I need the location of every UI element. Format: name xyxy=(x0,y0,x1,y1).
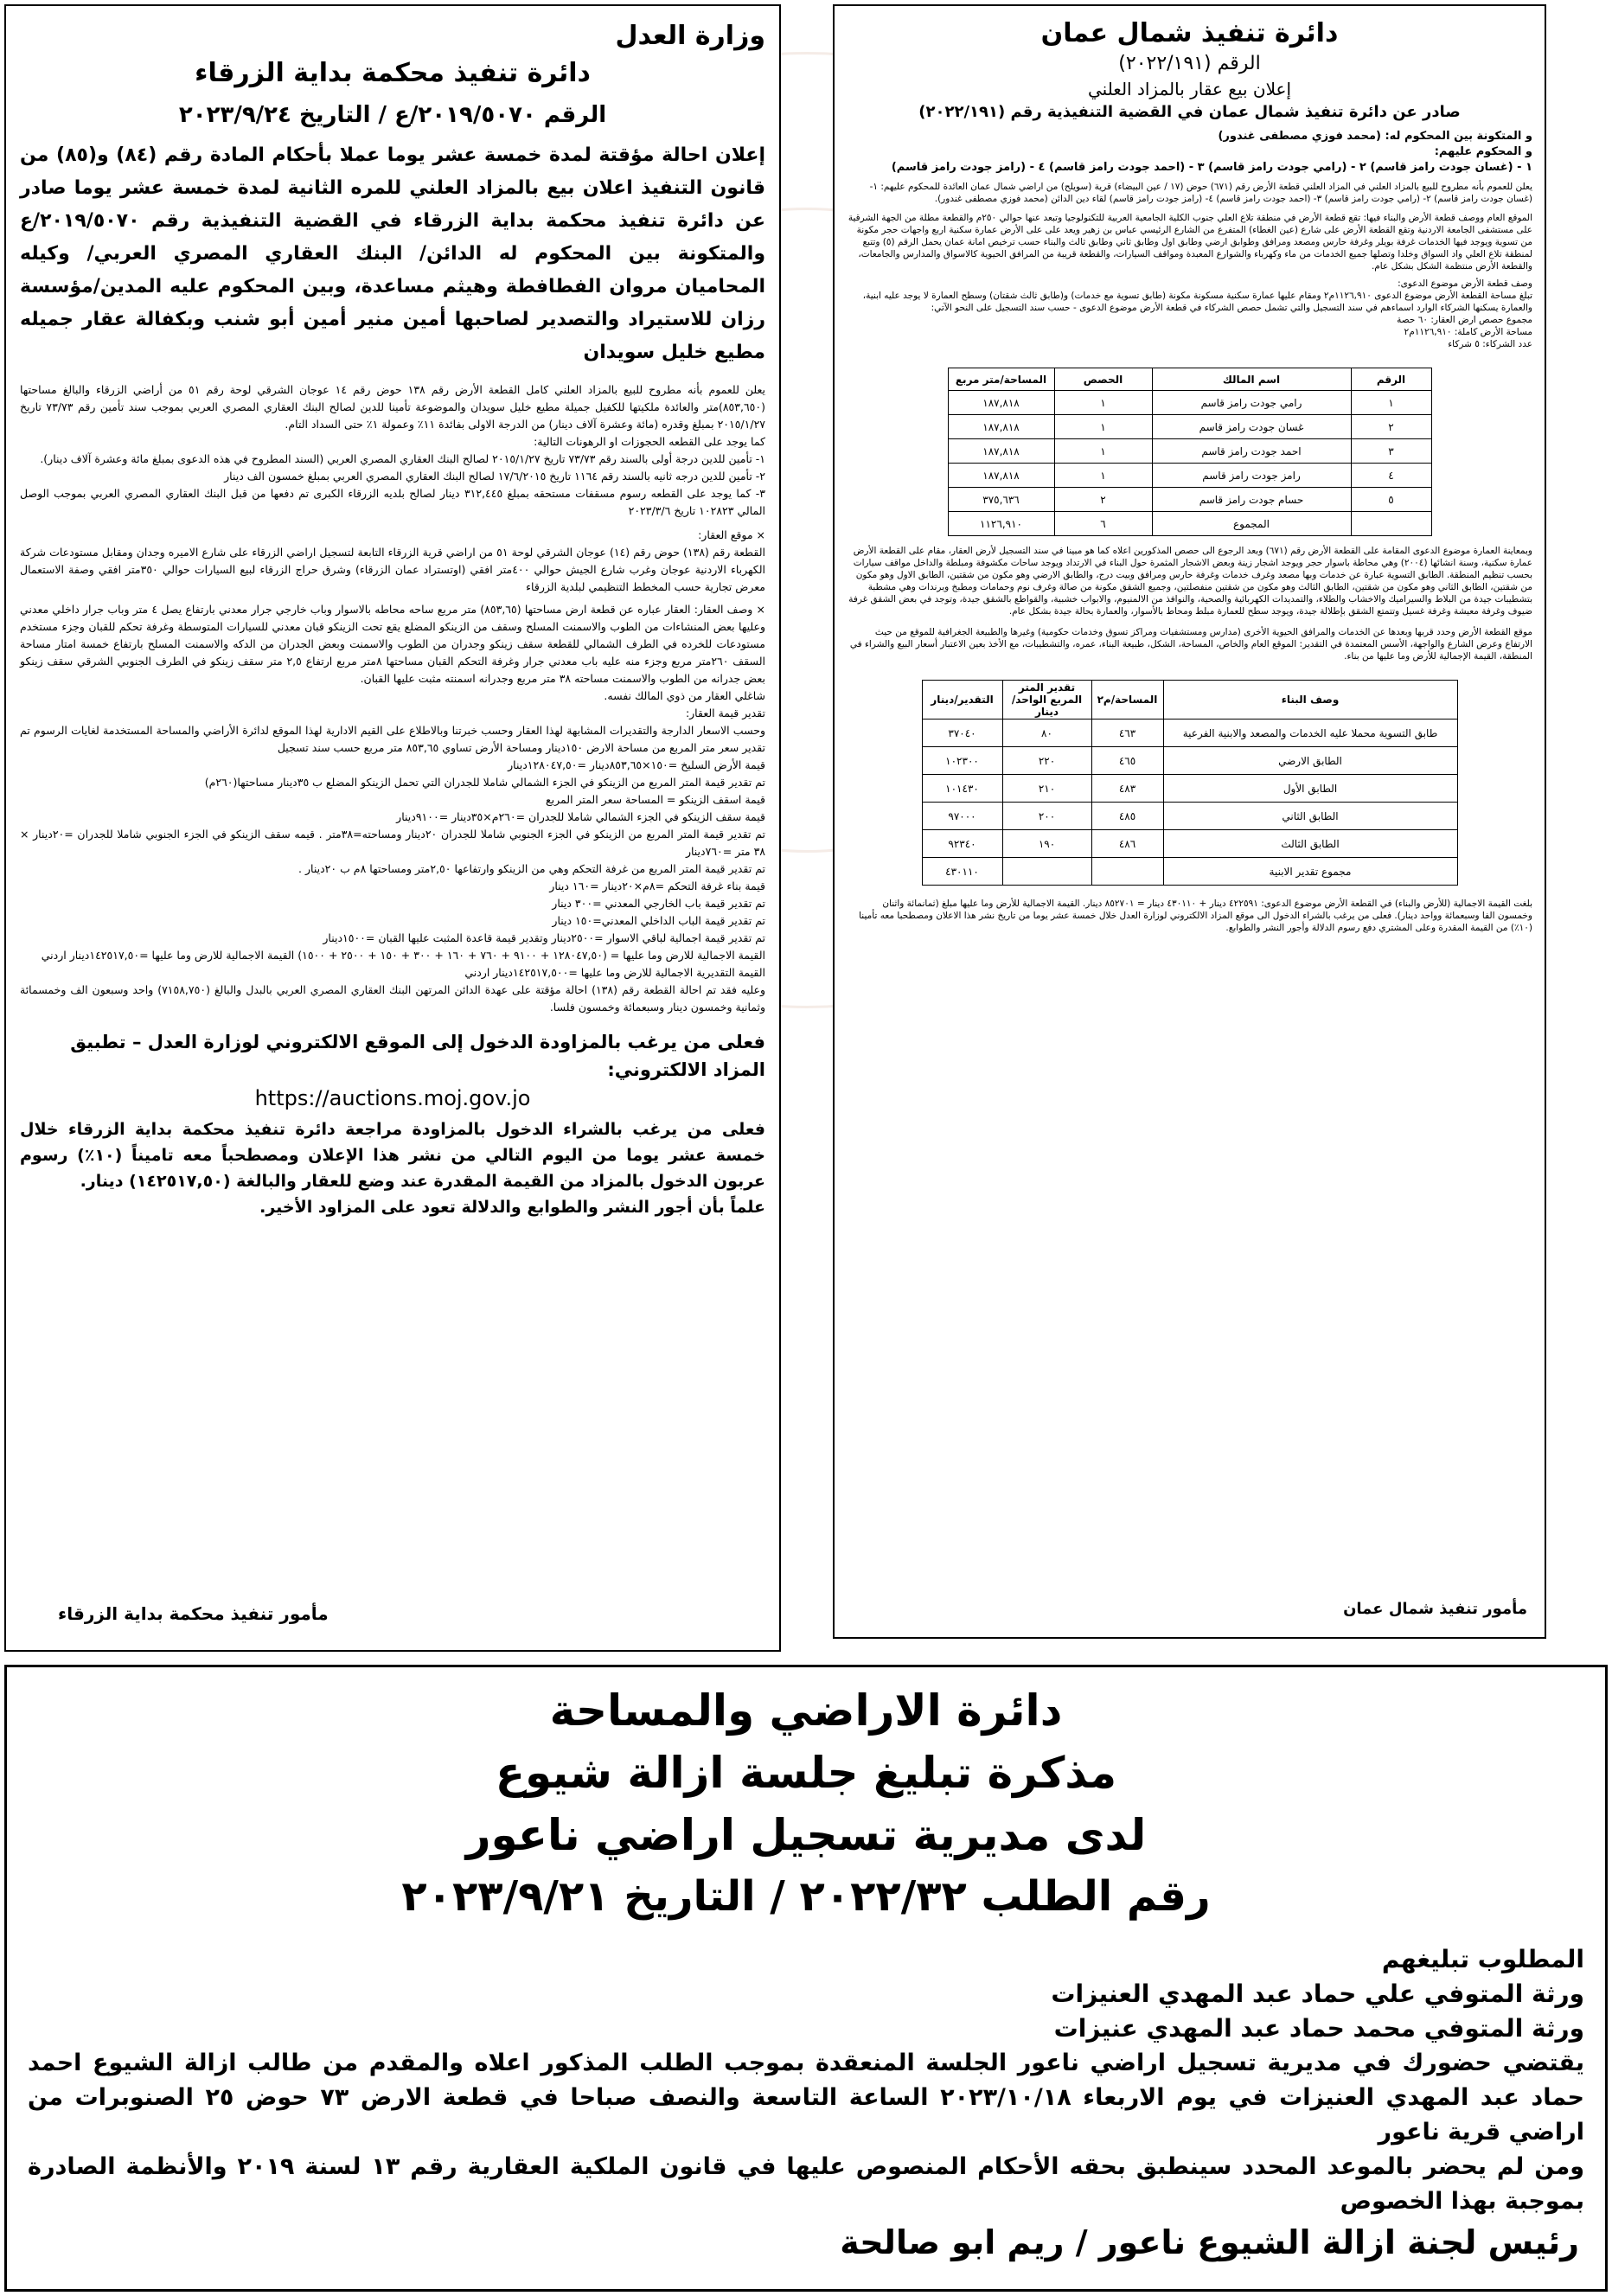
table-cell: ٦ xyxy=(1054,512,1152,536)
table-cell: ١ xyxy=(1054,464,1152,488)
table-cell: المجموع xyxy=(1152,512,1351,536)
table-cell: حسام جودت رامز قاسم xyxy=(1152,488,1351,512)
notice-subtitle: صادر عن دائرة تنفيذ شمال عمان في القضية التنفيذية رقم (٢٠٢٢/١٩١) xyxy=(918,103,1461,121)
notice-closing-fees: علماً بأن أجور النشر والطوابع والدلالة تعود على المزاود الأخير. xyxy=(259,1198,765,1217)
column-header: تقدير المتر المربع الواحد/دينار xyxy=(1002,681,1091,719)
table-cell: ٤٣٠١١٠ xyxy=(922,858,1002,886)
creditor-line: و المتكونة بين المحكوم له: (محمد فوزي مصطفى غندور) xyxy=(1218,130,1532,143)
notice-body: ومن لم يحضر بالموعد المحدد سينطبق بحقه الأحكام المنصوص عليها في قانون الملكية العقارية رقم ١٣ لسنة ٢٠١٩ والأنظمة الصادرة بموجبة بهذا الخصوص xyxy=(28,2153,1584,2215)
recipient-line: ورثة المتوفي محمد حماد عبد المهدي عنيزات xyxy=(1053,2014,1584,2043)
online-auction-line: فعلى من يرغب بالمزاودة الدخول إلى الموقع الالكتروني لوزارة العدل – تطبيق المزاد الالكتروني: xyxy=(70,1032,765,1080)
notice-line: × وصف العقار: العقار عباره عن قطعة ارض مساحتها (٨٥٣,٦٥) متر مربع ساحه محاطه بالاسوار وباب خارجي جرار معدني بارتفاع يصل ٤ متر وباب جرار داخلي معدني وعليها بعض المنشاءات من الطوب والاسمنت المسلح وسقف من الزينكو المضلع يقع تحت الزينكو قبان معدني للسيارات المتوسطة وغرفة تحكم للقبان وجزء مستخدم مستودعات للخرده في الطرف الشمالي للقطعة سقف زينكو وجدران من الطوب والاسمنت وبعض الجدران من الدكه والاسمنت المسلح بارتفاع خمسة امتار مساحة السقف ٢٦٠متر مربع وجزء منه عليه باب معدني جرار وغرفة التحكم القبان مساحتها ٨متر مربع ارتفاع ٢,٥ متر سقف زينكو في الطرف الجنوبي الشرقي سقف زينكو بعض جدرانه من الطوب والاسمنت مساحته ٣٨ متر مربع وجدرانه اسمنته مثبت عليها القبان. xyxy=(20,603,766,685)
table-row xyxy=(948,415,1431,439)
notice-line: تم تقدير قيمة المتر المربع من غرفة التحكم وهي من الزينكو وارتفاعها ٢,٥٠متر ومساحتها ٨م ب ٢٠دينار . xyxy=(298,862,765,875)
notice-line: يعلن للعموم بأنه مطروح للبيع بالمزاد العلني كامل القطعة الأرض رقم ١٣٨ حوض رقم ١٤ عوجان الشرقي لوحة رقم ٥١ من أراضي الزرقاء والبالغ مساحتها (٨٥٣,٦٥٠)متر والعائدة ملكيتها للكفيل جميلة مطيع خليل سويدان والموضوعة تأمينا للدين لصالح البنك العقاري المصري العربي بموجب سند تأمين رقم ٧٣/٧٣ تاريخ ٢٠١٥/١/٢٧ بمبلغ وقدره (مائة وعشرة آلاف دينار) من الدرجة الاولى بفائدة ١١٪ وعمولة ١٪ حتى السداد التام. xyxy=(20,383,766,431)
notice-ref-date: الرقم ٢٠١٩/٥٠٧٠/ع / التاريخ ٢٠٢٣/٩/٢٤ xyxy=(178,102,607,128)
shares-table xyxy=(948,368,1432,536)
notice-line: كما يوجد على القطعه الحجوزات او الرهونات التالية: xyxy=(534,435,765,448)
debtor-label: و المحكوم عليهم: xyxy=(1434,145,1532,158)
table-row xyxy=(922,830,1457,858)
table-cell: ١٨٧,٨١٨ xyxy=(948,391,1054,415)
notice-line: ٢- تأمين للدين درجه ثانيه بالسند رقم ١١٦٤ تاريخ ١٧/٦/٢٠١٥ لصالح البنك العقاري المصري العربي بمبلغ خمسون الف دينار xyxy=(224,470,765,483)
notice-line: تم تقدير قيمة باب الخارجي المعدني =٣٠٠ دينار xyxy=(552,897,765,910)
table-cell: ٣٧٠٤٠ xyxy=(922,719,1002,747)
notice-title: إعلان بيع عقار بالمزاد العلني xyxy=(1087,79,1292,99)
table-row xyxy=(922,803,1457,830)
notice-signature: مأمور تنفيذ محكمة بداية الزرقاء xyxy=(58,1603,329,1624)
column-header: التقدير/دينار xyxy=(922,681,1002,719)
table-row xyxy=(922,747,1457,775)
notice-line: تبلغ مساحة القطعة الأرض موضوع الدعوى ١١٢٦,٩١٠م٢ ومقام عليها عمارة سكنية مسكونة مكونة (طابق تسوية مع خدمات) و(طابق ثالث شقتان) وسطح العمارة لا يوجد عليه ابنية، والعمارة يسكنها الشركاء الوارد اسماءهم في سند التسجيل والتي تشمل حصص الشركاء في قطعة الأرض موضوع الدعوى - حسب سند التسجيل على النحو الآتي: xyxy=(862,291,1532,313)
notice-line: مجموع حصص ارض العقار: ٦٠ حصة xyxy=(1397,315,1532,325)
table-cell: ١٨٧,٨١٨ xyxy=(948,439,1054,464)
notice-line: وحسب الاسعار الدارجة والتقديرات المشابهة لهذا العقار وحسب خبرتنا وبالاطلاع على القيم الادارية لهذا الموقع لدائرة الأراضي والمساحة المستخدمة لغايات الرسوم تم تقدير سعر متر المربع من مساحة الارض ١٥٠دينار ومساحة الأرض تساوي ٨٥٣,٦٥ متر مربع حسب سند تسجيل xyxy=(20,724,765,754)
table-cell: ١٩٠ xyxy=(1002,830,1091,858)
column-header: اسم المالك xyxy=(1152,368,1351,391)
notice-ministry: وزارة العدل xyxy=(615,21,765,51)
notice-line: تم تقدير قيمة اجمالية لباقي الاسوار =٢٥٠٠دينار وتقدير قيمة قاعدة المثبت عليها القبان =١٥٠٠دينار xyxy=(323,931,765,944)
table-cell: ٣ xyxy=(1351,439,1431,464)
table-cell: ٩٧٠٠٠ xyxy=(922,803,1002,830)
notice-line: قيمة اسقف الزينكو = المساحة سعر المتر المربع xyxy=(546,793,765,806)
notice-line: قيمة بناء غرفة التحكم =٨م×٢٠دينار =١٦٠ دينار xyxy=(549,879,765,892)
notice-signature: رئيس لجنة ازالة الشيوع ناعور / ريم ابو صالحة xyxy=(840,2223,1579,2261)
table-cell: ٩٢٣٤٠ xyxy=(922,830,1002,858)
table-cell: الطابق الأول xyxy=(1163,775,1457,803)
table-cell: ٥ xyxy=(1351,488,1431,512)
table-cell: ٢ xyxy=(1054,488,1152,512)
notice-line: قيمة سقف الزينكو في الجزء الشمالي شاملا للجدران =٢٦٠م×٣٥دينار =٩١٠٠دينار xyxy=(396,810,765,823)
notice-line: قيمة الأرض السليخ =١٥٠×٨٥٣,٦٥دينار =١٢٨٠٤٧,٥٠دينار xyxy=(508,758,765,771)
notice-department: دائرة تنفيذ محكمة بداية الزرقاء xyxy=(195,58,591,88)
table-cell: مجموع تقدير الابنية xyxy=(1163,858,1457,886)
table-cell: ١ xyxy=(1351,391,1431,415)
notice-line: القطعة رقم (١٣٨) حوض رقم (١٤) عوجان الشرقي لوحة ٥١ من اراضي قرية الزرقاء التابعة لتسجيل اراضي الزرقاء على شارع الاميره وجدان ومقابل مستودعات شركة الكهرباء الاردنية عوجان وغرب شارع الجيش حوالي ٤٠٠متر افقي (اوتستراد عمان الزرقاء) وشرق حراج الزرقاء لبيع السيارات حوالي ٣٥٠متر افقي وصفة الاستعمال معرض تجارية حسب المخطط التنظيمي لبلدية الزرقاء xyxy=(20,546,766,593)
notice-line: القيمة الاجمالية للارض وما عليها = (١٢٨٠٤٧,٥٠ + ٩١٠٠ + ٧٦٠ + ١٦٠ + ٣٠٠ + ١٥٠ + ٢٥٠٠ + ١٥٠٠) القيمة الاجمالية للارض وما عليها =١٤٢٥١٧,٥٠دينار اردني xyxy=(41,949,765,962)
table-cell: ١٠١٤٣٠ xyxy=(922,775,1002,803)
table-cell: ٣٧٥,٦٣٦ xyxy=(948,488,1054,512)
recipients-label: المطلوب تبليغهم xyxy=(1381,1945,1584,1973)
notice-headline: إعلان احالة مؤقتة لمدة خمسة عشر يوما عملا بأحكام المادة رقم (٨٤) و(٨٥) من قانون التنفيذ اعلان بيع بالمزاد العلني للمره الثانية لمدة خمسة عشر يوما صادر عن دائرة تنفيذ محكمة بداية الزرقاء في القضية التنفيذية رقم ٢٠١٩/٥٠٧٠/ع والمتكونة بين المحكوم له الدائن/ البنك العقاري المصري العربي/ وكيله المحاميان مروان الفطافطة وهيثم مساعدة، وبين المحكوم عليه المدين/مؤسسة رزان للاستيراد والتصدير لصاحبها أمين منير أمين أبو شنب وبكفالة عقار جميله مطيع خليل سويدان xyxy=(20,144,765,363)
table-cell: الطابق الثاني xyxy=(1163,803,1457,830)
notice-closing: فعلى من يرغب بالشراء الدخول بالمزاودة مراجعة دائرة تنفيذ محكمة بداية الزرقاء خلال خمسة عشر يوما من اليوم التالي من نشر هذا الإعلان ومصطحباً معه تاميناً (١٠٪) رسوم عربون الدخول بالمزاد من القيمة المقدرة عند وضع للعقار والبالغة (١٤٢٥١٧,٥٠) دينار. xyxy=(20,1120,765,1191)
table-cell: ٤٦٥ xyxy=(1091,747,1163,775)
table-cell: الطابق الثالث xyxy=(1163,830,1457,858)
notice-request-number: رقم الطلب ٢٠٢٢/٣٢ / التاريخ ٢٠٢٣/٩/٢١ xyxy=(401,1872,1211,1921)
table-cell: رامي جودت رامز قاسم xyxy=(1152,391,1351,415)
column-header: وصف البناء xyxy=(1163,681,1457,719)
debtors-line: ١ - (غسان جودت رامز قاسم) ٢ - (رامي جودت رامز قاسم) ٣ - (احمد جودت رامز قاسم) ٤ - (رامز جودت رامز قاسم) xyxy=(891,161,1532,174)
notice-line: تقدير قيمة العقار: xyxy=(685,707,765,719)
notice-line: تم تقدير قيمة المتر المربع من الزينكو في الجزء الجنوبي شاملا للجدران ٢٠دينار ومساحته=٣٨متر . قيمه سقف الزينكو في الجزء الجنوبي شاملا للجدران =٢٠دينار × ٣٨ متر =٧٦٠دينار xyxy=(20,828,765,858)
notice-line: مساحة الأرض كاملة: ١١٢٦,٩١٠م٢ xyxy=(1404,327,1532,337)
table-cell: ٤٨٥ xyxy=(1091,803,1163,830)
notice-line: ٣- كما يوجد على القطعه رسوم مسقفات مستحقه بمبلغ ٣١٢,٤٤٥ دينار لصالح بلديه الزرقاء الكبرى تم دفعها من قبل البنك العقاري المصري العربي بموجب الوصل المالي ١٠٢٨٢٣ تاريخ ٢٠٢٣/٣/٦ xyxy=(20,487,765,517)
table-cell: ١ xyxy=(1054,439,1152,464)
notice-department: دائرة تنفيذ شمال عمان xyxy=(1040,18,1339,48)
table-cell: ١ xyxy=(1054,415,1152,439)
north-amman-auction-notice xyxy=(833,4,1546,1639)
table-row xyxy=(948,439,1431,464)
notice-ref: الرقم (٢٠٢٢/١٩١) xyxy=(1118,53,1261,74)
table-cell: ٤٨٣ xyxy=(1091,775,1163,803)
column-header: المساحة/م٢ xyxy=(1091,681,1163,719)
notice-paragraph: بلغت القيمة الاجمالية (للأرض والبناء) في القطعة الأرض موضوع الدعوى: ٤٢٢٥٩١ دينار + ٤٣٠١١٠ دينار = ٨٥٢٧٠١ دينار. القيمة الاجمالية للأرض وما عليها مبلغ (ثمانمائة واثنان وخمسون الفا وسبعمائة وواحد دينار). فعلى من يرغب بالشراء الدخول الى موقع المزاد الالكتروني لوزارة العدل خلال خمسة عشر يوما من تاريخ نشر هذا الاعلان ومصطحبا معه تأمينا (١٠٪) من القيمة المقدرة وعلى المشتري دفع رسوم الدلالة وأجور النشر والطوابع. xyxy=(859,899,1532,933)
column-header: الرقم xyxy=(1351,368,1431,391)
table-cell: ٢١٠ xyxy=(1002,775,1091,803)
table-cell xyxy=(1091,858,1163,886)
notice-line: تم تقدير قيمة المتر المربع من الزينكو في الجزء الشمالي شاملا للجدران التي تحمل الزينكو المضلع ب ٣٥دينار مساحتها(٢٦٠م) xyxy=(204,776,765,789)
column-header: الحصص xyxy=(1054,368,1152,391)
table-row xyxy=(922,719,1457,747)
column-header: المساحة/متر مربع xyxy=(948,368,1054,391)
notice-paragraph: موقع القطعة الأرض وحدد قربها وبعدها عن الخدمات والمرافق الحيوية الأخرى (مدارس ومستشفيات ومراكز تسوق وخدمات حكومية) وغيرها والطبيعة الجغرافية للموقع من حيث الارتفاع وعرض الشارع والواجهة، الأسس المعتمدة في التقدير: الموقع العام والخاص، المساحة، الشكل، طبيعة البناء، عمره، والتشطيبات، مع الأخذ بعين الاعتبار أسعار البيع والشراء في المنطقة، القيمة الإجمالية للأرض وما عليها من بناء. xyxy=(849,627,1532,662)
table-cell: ١ xyxy=(1054,391,1152,415)
notice-paragraph: يعلن للعموم بأنه مطروح للبيع بالمزاد العلني في المزاد العلني قطعة الأرض رقم (٦٧١) حوض (١٧ / عين البيضاء) قرية (سويلح) من اراضي شمال عمان العائدة للمحكوم عليهم: ١- (غسان جودت رامز قاسم) ٢- (رامي جودت رامز قاسم) ٣- (احمد جودت رامز قاسم) ٤- (رامز جودت رامز قاسم) لقاء دين الدائن (محمد فوزي مصطفى غندور). xyxy=(869,182,1532,204)
notice-line: × موقع العقار: xyxy=(698,528,765,541)
notice-line: ١- تأمين للدين درجة أولى بالسند رقم ٧٣/٧٣ تاريخ ٢٠١٥/١/٢٧ لصالح البنك العقاري المصري العربي (السند المطروح في هذه الدعوى بمبلغ مائة وعشرة آلاف دينار). xyxy=(40,452,765,465)
notice-line: شاغلي العقار من ذوي المالك نفسه. xyxy=(604,689,765,702)
table-row xyxy=(948,512,1431,536)
notice-paragraph: وبمعاينة العمارة موضوع الدعوى المقامة على القطعة الأرض رقم (٦٧١) وبعد الرجوع الى حصص المذكورين اعلاه كما هو مبينا في سند التسجيل لأرض العقار، مقام على القطعة الأرض عمارة سكنية، وسنة انشائها (٢٠٠٤) وهي محاطة باسوار حجر ويوجد اشجار زينة وبعض الاشجار المثمرة حول البناء في الارتداد ويوجد ساحات مكشوفة ومبلطة والداخل مواقف سيارات بحسب تنظيم المنطقة. الطابق التسوية عبارة عن خدمات وبها مصعد وغرف خدمات وغرفة حارس ومرافق وبيت درج، والطابق الارضي وهو مكون من شقتين، الطابق الاول وهو مكون من شقتين، الطابق الثاني وهو مكون من شقتين، الطابق الثالث وهو مكون من شقتين منفصلتين، وجميع الشقق مكونة من صالة وغرف نوم وحمامات ومطبخ وبرندات وهي مشطبة بتشطيبات جيدة من البلاط والسيراميك والاخشاب والطلاء، والتمديدات الكهربائية والصحية، والنوافذ من الالمنيوم، والابواب خشبية، والقواطع بالشقق جيدة، وتوجد في بعض الشقق غرفة ضيوف وغرفة معيشة وغرفة غسيل وتتمتع الشقق بإطلالة جيدة، ويوجد سطح للعمارة مبلط ومحاط بالأسوار، والعمارة بحالة جيدة بشكل عام. xyxy=(848,546,1532,617)
notice-signature: مأمور تنفيذ شمال عمان xyxy=(1343,1600,1527,1618)
table-row xyxy=(948,391,1431,415)
table-cell: احمد جودت رامز قاسم xyxy=(1152,439,1351,464)
table-cell: ٢٢٠ xyxy=(1002,747,1091,775)
zarqa-execution-notice xyxy=(4,4,781,1652)
table-cell: الطابق الارضي xyxy=(1163,747,1457,775)
table-row xyxy=(922,775,1457,803)
table-cell xyxy=(1002,858,1091,886)
table-cell: ١٠٢٣٠٠ xyxy=(922,747,1002,775)
notice-line: تم تقدير قيمة الباب الداخلي المعدني=١٥٠ دينار xyxy=(552,914,765,927)
table-cell: ٤٨٦ xyxy=(1091,830,1163,858)
auction-url-link[interactable]: https://auctions.moj.gov.jo xyxy=(254,1086,531,1110)
table-cell xyxy=(1351,512,1431,536)
table-row xyxy=(922,858,1457,886)
notice-line: وعليه فقد تم احالة القطعة رقم (١٣٨) احالة مؤقتة على عهدة الدائن المرتهن البنك العقاري المصري العربي بالبدل والبالغ (٧١٥٨,٧٥٠) واحد وسبعون الف وخمسمائة وثمانية وخمسون دينار وسبعمائة وخمسون فلسا. xyxy=(20,983,765,1014)
table-cell: ١٨٧,٨١٨ xyxy=(948,415,1054,439)
notice-paragraph: الموقع العام ووصف قطعة الأرض والبناء فيها: تقع قطعة الأرض في منطقة تلاع العلي جنوب الكلية الجامعية العربية للتكنولوجيا وتبعد عنها حوالي ٢٥٠م والقطعة مطلة من الجهة الشرقية على مستشفى الجامعة الاردنية وتقع القطعة الأرض على شارع (عين الغطاء) المتفرع من الشارع الرئيسي عباس بن زهير ويعد على على الأرض عمارة سكنية اربع واجهات حجر مكونة من تسوية ويوجد فيها الخدمات غرفة بويلر وغرفة حارس ومصعد ومرافق وطوابق ارضي وطابق اول وطابق ثاني وطابق ثالث والبناء حسب ترخيص امانة عمان يحمل الرقم (٥) وتتبع لمنطقة تلاع العلي واد السواق وخلدا وتصلها جميع الخدمات من ماء وكهرباء والشوارع المعبدة ومواقف السيارات، والقطعة قريبة من المرافق الحيوية كالاسواق والمدارس والجامعات، والقطعة الأرض منتظمة الشكل بشكل عام. xyxy=(848,213,1532,272)
notice-line: عدد الشركاء: ٥ شركاء xyxy=(1448,339,1532,349)
table-cell: رامز جودت رامز قاسم xyxy=(1152,464,1351,488)
table-cell: ٨٠ xyxy=(1002,719,1091,747)
notice-body: يقتضي حضورك في مديرية تسجيل اراضي ناعور الجلسة المنعقدة بموجب الطلب المذكور اعلاه والمقدم من طالب ازالة الشيوع احمد حماد عبد المهدي العنيزات في يوم الاربعاء ٢٠٢٣/١٠/١٨ الساعة التاسعة والنصف صباحا في قطعة الارض ٧٣ حوض ٢٥ الصنوبرات من اراضي قرية ناعور xyxy=(28,2050,1584,2146)
table-cell: ٢ xyxy=(1351,415,1431,439)
table-cell: ٢٠٠ xyxy=(1002,803,1091,830)
table-cell: طابق التسوية محملا عليه الخدمات والمصعد والابنية الفرعية xyxy=(1163,719,1457,747)
table-cell: ٤٦٣ xyxy=(1091,719,1163,747)
notice-line: وصف قطعة الأرض موضوع الدعوى: xyxy=(1398,278,1532,289)
recipient-line: ورثة المتوفي علي حماد عبد المهدي العنيزات xyxy=(1051,1979,1584,2008)
table-cell: ١١٢٦,٩١٠ xyxy=(948,512,1054,536)
table-cell: ١٨٧,٨١٨ xyxy=(948,464,1054,488)
notice-department: دائرة الاراضي والمساحة xyxy=(549,1685,1063,1736)
notice-title: مذكرة تبليغ جلسة ازالة شيوع xyxy=(495,1748,1117,1798)
table-cell: ٤ xyxy=(1351,464,1431,488)
notice-directorate: لدى مديرية تسجيل اراضي ناعور xyxy=(465,1810,1147,1860)
building-valuation-table xyxy=(922,680,1458,886)
table-row xyxy=(948,464,1431,488)
table-header-row xyxy=(948,368,1431,391)
table-header-row xyxy=(922,681,1457,719)
notice-line: القيمة التقديرية الاجمالية للارض وما عليها =١٤٢٥١٧,٥٠٠دينار اردني xyxy=(464,966,765,979)
land-survey-notice xyxy=(4,1665,1608,2292)
table-cell: غسان جودت رامز قاسم xyxy=(1152,415,1351,439)
table-row xyxy=(948,488,1431,512)
